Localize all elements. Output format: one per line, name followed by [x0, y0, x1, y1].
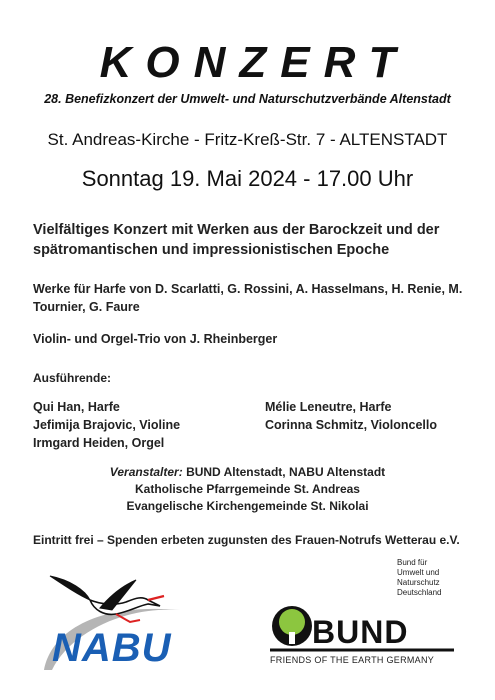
performer: Jefimija Brajovic, Violine [33, 418, 181, 432]
page-title: KONZERT [99, 38, 410, 87]
organizers-label: Veranstalter: [109, 465, 183, 479]
nabu-wordmark: NABU [52, 626, 172, 670]
location: St. Andreas-Kirche - Fritz-Kreß-Str. 7 - ALTENSTADT [47, 130, 448, 149]
organizers-line2: Katholische Pfarrgemeinde St. Andreas [135, 482, 360, 496]
bund-small-line: Umwelt und [397, 568, 440, 577]
event-date: Sonntag 19. Mai 2024 - 17.00 Uhr [81, 166, 414, 191]
performer: Corinna Schmitz, Violoncello [265, 418, 438, 432]
organizers-line1 [0, 464, 495, 481]
performers-right [265, 398, 475, 434]
bund-small-line: Deutschland [397, 588, 442, 597]
bund-small-line: Bund für [397, 558, 428, 567]
trio-work: Violin- und Orgel-Trio von J. Rheinberger [33, 332, 278, 346]
bund-small-line: Naturschutz [397, 578, 440, 587]
organizers-line3: Evangelische Kirchengemeinde St. Nikolai [126, 499, 369, 513]
subtitle: 28. Benefizkonzert der Umwelt- und Naturschutzverbände Altenstadt [44, 92, 451, 106]
bund-wordmark: BUND [312, 614, 409, 650]
bund-tree-icon [272, 606, 312, 646]
performer: Qui Han, Harfe [33, 400, 120, 414]
bund-tagline: FRIENDS OF THE EARTH GERMANY [270, 655, 435, 665]
performers-label: Ausführende: [33, 371, 111, 385]
harp-works: Werke für Harfe von D. Scarlatti, G. Rossini, A. Hasselmans, H. Renie, M. Tournier, G. Faure [33, 282, 463, 314]
organizers [0, 464, 495, 515]
entry-note: Eintritt frei – Spenden erbeten zugunsten des Frauen-Notrufs Wetterau e.V. [33, 533, 460, 547]
performer: Irmgard Heiden, Orgel [33, 436, 165, 450]
performer: Mélie Leneutre, Harfe [265, 400, 392, 414]
program-lead: Vielfältiges Konzert mit Werken aus der Barockzeit und der spätromantischen und impressionistischen Epoche [33, 222, 440, 258]
bund-small-text [397, 558, 441, 598]
organizers-text: BUND Altenstadt, NABU Altenstadt [186, 465, 386, 479]
performers-left [33, 398, 253, 452]
